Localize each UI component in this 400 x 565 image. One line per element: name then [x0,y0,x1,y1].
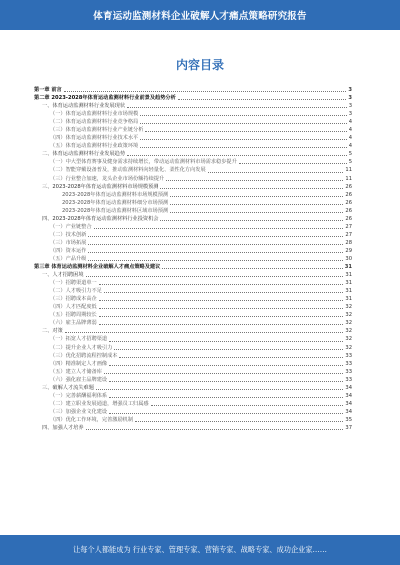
toc-entry-page-number: 33 [345,368,352,375]
report-title: 体育运动监测材料企业破解人才痛点策略研究报告 [93,11,307,22]
toc-entry-title: 第二章 2023-2028年体育运动监测材料行业前景及趋势分析 [34,95,176,102]
toc-dot-leader [99,316,344,317]
toc-entry-page-number: 34 [345,392,352,399]
footer-bar [0,535,400,565]
toc-entry-page-number: 31 [345,288,352,295]
toc-dot-leader [99,308,344,309]
toc-dot-leader [160,188,343,189]
toc-entry-page-number: 4 [348,143,352,150]
toc-dot-leader [170,204,343,205]
toc-entry[interactable] [34,255,352,263]
toc-entry-title: 第三章 体育运动监测材料企业破解人才痛点策略及建议 [34,264,161,271]
toc-entry-page-number: 4 [348,135,352,142]
toc-dot-leader [170,212,343,213]
toc-entry[interactable] [34,102,352,110]
toc-entry[interactable] [34,352,352,360]
toc-entry[interactable] [34,408,352,416]
toc-dot-leader [239,163,347,164]
toc-entry[interactable] [34,271,352,279]
toc-entry[interactable] [34,247,352,255]
toc-entry-title: 第一章 前言 [34,87,62,93]
toc-dot-leader [166,180,343,181]
toc-entry-title: （一）体育运动监测材料行业市场规模 [50,111,139,118]
toc-entry-page-number: 3 [348,103,352,110]
toc-entry[interactable] [34,392,352,400]
toc-entry-title: （一）产业链整合 [50,223,92,230]
toc-entry-page-number: 35 [345,416,352,423]
toc-dot-leader [140,123,346,124]
toc-entry[interactable] [34,166,352,174]
toc-entry-title: （三）行业整合加速，龙头企业市场份额持续提升 [50,175,165,182]
toc-entry-title: 四、加强人才培养 [42,424,84,431]
toc-entry[interactable] [34,239,352,247]
toc-entry-page-number: 31 [344,264,352,271]
toc-entry[interactable] [34,207,352,215]
toc-entry-page-number: 27 [345,223,352,230]
toc-entry-title: （三）加强企业文化建设 [50,408,108,415]
toc-entry-page-number: 26 [345,183,352,190]
toc-entry-title: （一）完善薪酬福利体系 [50,392,108,399]
toc-entry-title: （二）建立职业发展通道，增强员工归属感 [50,400,149,407]
toc-dot-leader [94,228,344,229]
toc-entry-title: （一）招聘渠道单一 [50,280,97,287]
toc-entry-page-number: 3 [348,87,352,93]
toc-dot-leader [88,252,343,253]
toc-entry-page-number: 3 [348,111,352,118]
toc-dot-leader [170,196,343,197]
toc-entry[interactable] [34,384,352,392]
toc-heading: 内容目录 [175,58,224,72]
toc-dot-leader [109,413,343,414]
toc-entry-title: （五）产品升级 [50,255,87,262]
toc-entry-page-number: 32 [345,328,352,335]
toc-entry-page-number: 5 [348,159,352,166]
toc-entry-title: 三、2023-2028年体育运动监测材料市场规模预测 [42,183,159,190]
toc-dot-leader [99,300,344,301]
toc-entry-title: （二）技术创新 [50,231,87,238]
toc-entry-page-number: 11 [345,175,352,182]
toc-entry-page-number: 4 [348,119,352,126]
toc-dot-leader [109,397,343,398]
toc-entry-title: （六）强化雇主品牌建设 [50,376,108,383]
toc-entry-title: 一、体育运动监测材料行业发展现状 [42,103,126,110]
toc-entry[interactable] [34,223,352,231]
toc-entry-page-number: 31 [345,296,352,303]
toc-entry-page-number: 26 [345,191,352,198]
toc-entry[interactable] [34,360,352,368]
toc-entry-title: （四）资本运作 [50,247,87,254]
toc-dot-leader [119,357,343,358]
toc-entry[interactable] [34,327,352,335]
toc-entry-title: （四）优化工作环境，完善激励机制 [50,416,134,423]
toc-entry[interactable] [34,126,352,134]
toc-dot-leader [96,389,344,390]
toc-entry-page-number: 31 [345,272,352,279]
toc-entry-title: （三）优化招聘流程控制成本 [50,352,118,359]
toc-dot-leader [145,131,346,132]
toc-dot-leader [127,155,347,156]
toc-entry[interactable] [34,199,352,207]
toc-entry[interactable] [34,191,352,199]
toc-entry-page-number: 3 [348,95,352,102]
toc-dot-leader [65,332,344,333]
toc-entry-title: 四、2023-2028年体育运动监测材料行业投资机会 [42,215,159,222]
toc-entry-title: 三、破解人才流失难题 [42,384,94,391]
toc-dot-leader [86,276,344,277]
toc-dot-leader [88,236,343,237]
toc-dot-leader [109,381,343,382]
toc-dot-leader [160,220,343,221]
toc-entry-page-number: 34 [345,384,352,391]
toc-entry[interactable] [34,311,352,319]
toc-entry-title: （五）招聘周期较长 [50,312,97,319]
toc-entry-page-number: 29 [345,247,352,254]
toc-entry-title: （一）拓宽人才招聘渠道 [50,336,108,343]
toc-entry-page-number: 32 [345,320,352,327]
toc-entry-page-number: 32 [345,336,352,343]
toc-dot-leader [88,260,343,261]
toc-entry[interactable] [34,142,352,150]
toc-entry-title: （二）智能穿戴设备普及，推动监测材料向轻量化、柔性化方向发展 [50,167,206,174]
toc-dot-leader [135,421,343,422]
toc-entry-title: （三）招聘成本高企 [50,296,97,303]
toc-dot-leader [151,405,344,406]
toc-entry-page-number: 26 [345,215,352,222]
toc-dot-leader [99,324,344,325]
toc-dot-leader [208,172,344,173]
toc-entry-page-number: 37 [345,424,352,431]
toc-entry-title: 2023-2028年体育运动监测材料市场规模预测 [62,191,169,198]
toc-entry-page-number: 32 [345,344,352,351]
toc-entry[interactable] [34,319,352,327]
toc-entry-title: （四）人才匹配度低 [50,304,97,311]
toc-dot-leader [104,292,344,293]
toc-entry-page-number: 11 [345,167,352,174]
toc-entry[interactable] [34,175,352,183]
toc-entry-title: （三）市场拓展 [50,239,87,246]
footer-slogan: 让每个人都能成为 行业专家、管理专家、营销专家、战略专家、成功企业家…… [73,545,327,554]
toc-entry[interactable] [34,150,352,158]
toc-entry-title: （三）体育运动监测材料行业产业链分析 [50,127,144,134]
toc-entry[interactable] [34,118,352,126]
toc-entry[interactable] [34,183,352,191]
toc-dot-leader [140,139,346,140]
table-of-contents [34,86,352,432]
toc-dot-leader [162,268,342,269]
toc-entry[interactable] [34,231,352,239]
toc-entry[interactable] [34,416,352,424]
toc-entry-page-number: 33 [345,376,352,383]
toc-entry-title: （四）体育运动监测材料行业技术水平 [50,135,139,142]
toc-entry-title: （五）建立人才储备库 [50,368,102,375]
toc-entry[interactable] [34,344,352,352]
toc-entry[interactable] [34,215,352,223]
toc-entry-page-number: 34 [345,400,352,407]
toc-entry-title: （一）中大型体育赛事及健身需求持续增长，带动运动监测材料市场需求稳步提升 [50,159,237,166]
toc-entry-title: 2023-2028年体育运动监测材料区域市场预测 [62,207,169,214]
toc-entry-page-number: 26 [345,199,352,206]
toc-dot-leader [64,91,347,92]
toc-dot-leader [140,115,346,116]
toc-entry[interactable] [34,335,352,343]
toc-entry-page-number: 32 [345,312,352,319]
toc-entry[interactable] [34,376,352,384]
toc-entry-page-number: 5 [348,151,352,158]
toc-entry-page-number: 34 [345,408,352,415]
toc-entry[interactable] [34,424,352,432]
toc-entry-page-number: 28 [345,239,352,246]
toc-dot-leader [114,349,343,350]
toc-entry[interactable] [34,134,352,142]
toc-entry[interactable] [34,158,352,166]
toc-entry-title: 一、人才招聘困境 [42,272,84,279]
toc-entry-title: 二、体育运动监测材料行业发展趋势 [42,151,126,158]
toc-entry[interactable] [34,368,352,376]
toc-dot-leader [127,107,347,108]
toc-entry-title: （五）体育运动监测材料行业政策环境 [50,143,139,150]
toc-dot-leader [104,373,344,374]
toc-entry-title: （六）雇主品牌薄弱 [50,320,97,327]
toc-entry-title: （二）人才吸引力不足 [50,288,102,295]
toc-entry[interactable] [34,110,352,118]
toc-entry[interactable] [34,279,352,287]
toc-dot-leader [109,365,343,366]
toc-entry-page-number: 4 [348,127,352,134]
toc-entry-page-number: 30 [345,255,352,262]
toc-entry-page-number: 31 [345,280,352,287]
toc-entry-title: （二）体育运动监测材料行业竞争格局 [50,119,139,126]
toc-entry-page-number: 33 [345,360,352,367]
toc-entry[interactable] [34,263,352,271]
toc-entry-title: （二）提升企业人才吸引力 [50,344,113,351]
toc-entry-page-number: 26 [345,207,352,214]
toc-entry-title: （四）精准制定人才画像 [50,360,108,367]
toc-entry[interactable] [34,287,352,295]
toc-entry-title: 二、对策 [42,328,63,335]
toc-entry-page-number: 33 [345,352,352,359]
toc-entry-page-number: 27 [345,231,352,238]
report-header-bar [0,0,400,30]
toc-entry-page-number: 32 [345,304,352,311]
toc-dot-leader [86,429,344,430]
toc-entry[interactable] [34,400,352,408]
toc-dot-leader [140,147,346,148]
toc-dot-leader [99,284,344,285]
toc-entry[interactable] [34,303,352,311]
toc-entry[interactable] [34,94,352,102]
toc-dot-leader [88,244,343,245]
toc-entry[interactable] [34,86,352,94]
toc-entry-title: 2023-2028年体育运动监测材料细分市场预测 [62,199,169,206]
toc-entry[interactable] [34,295,352,303]
toc-dot-leader [178,99,347,100]
toc-dot-leader [109,341,343,342]
